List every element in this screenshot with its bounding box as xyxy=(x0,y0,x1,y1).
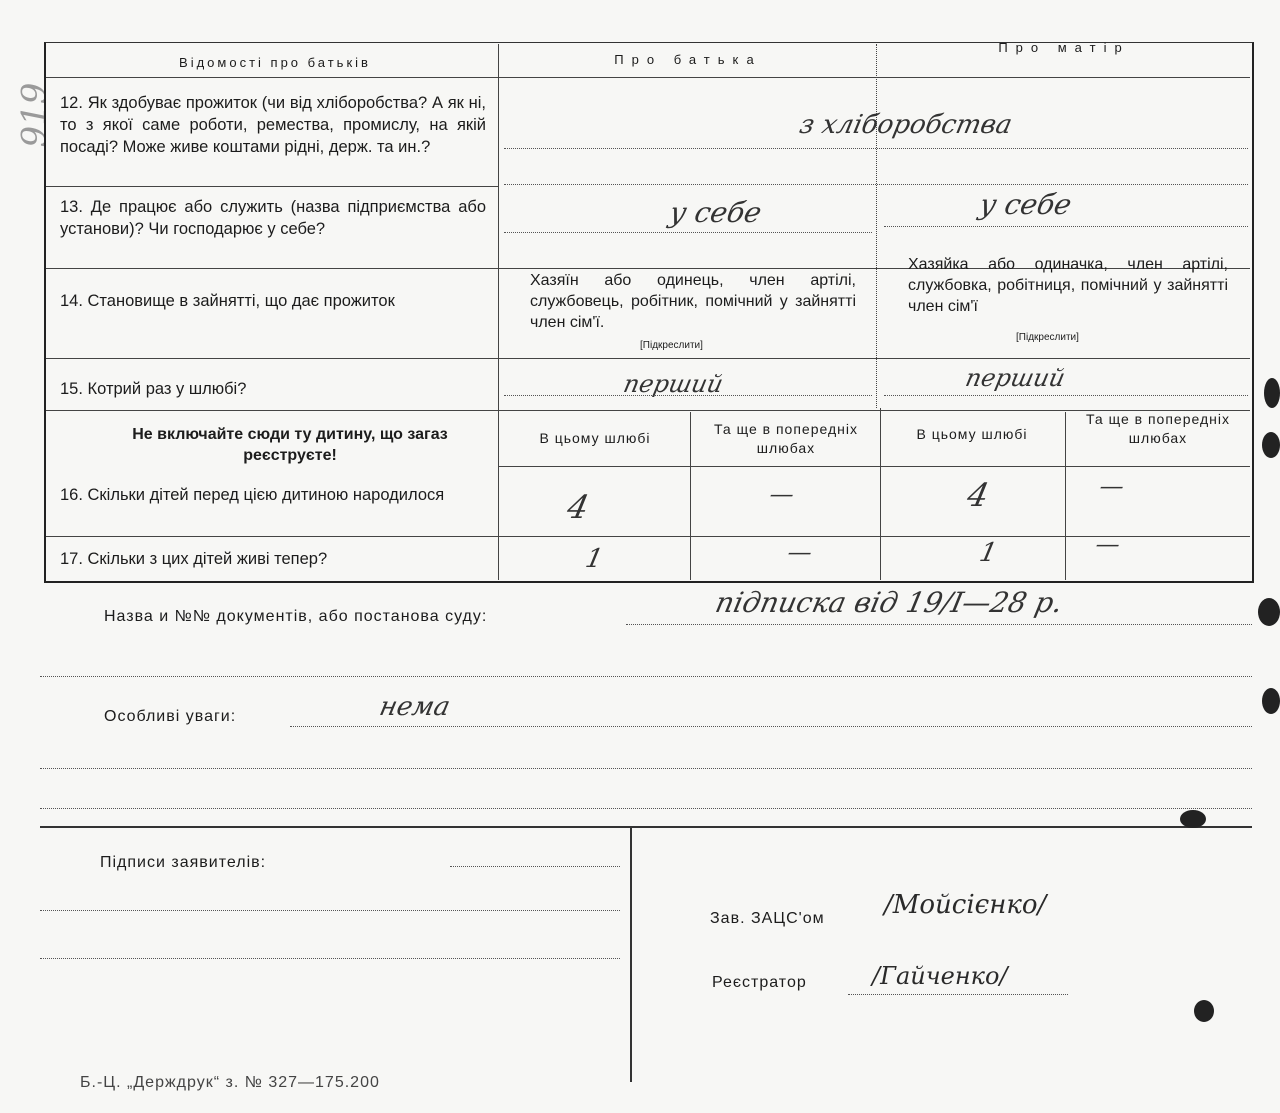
signature-divider xyxy=(40,826,1252,828)
children-note: Не включайте сюди ту дитину, що загаз реєструєте! xyxy=(132,426,448,464)
header-info: Відомості про батьків xyxy=(179,55,371,70)
binding-hole xyxy=(1264,378,1280,408)
answer-16-father-prev: — xyxy=(767,480,797,508)
binding-hole xyxy=(1262,432,1280,458)
question-17: 17. Скільки з цих дітей живі тепер? xyxy=(60,550,328,568)
question-14: 14. Становище в зайнятті, що дає прожиток xyxy=(60,292,395,310)
answer-17-mother-prev: — xyxy=(1093,530,1123,558)
options-14-mother: Хазяйка або одиначка, член артілі, службовка, робітниця, помічний у зайнятті член сім'ї xyxy=(908,256,1228,315)
question-15: 15. Котрий раз у шлюбі? xyxy=(60,380,247,398)
margin-note: 919 xyxy=(14,82,55,148)
subheader-mother-prev: Та ще в попередніх шлюбах xyxy=(1086,411,1230,446)
head-signature: /Мойсієнко/ xyxy=(884,890,1047,920)
answer-17-father-this: 1 xyxy=(582,544,606,574)
documents-label: Назва и №№ документів, або постанова суду: xyxy=(104,608,488,625)
remarks-value: нема xyxy=(376,692,453,722)
answer-16-mother-prev: — xyxy=(1097,472,1127,500)
answer-17-father-prev: — xyxy=(785,538,815,566)
question-12: 12. Як здобуває прожиток (чи від хліборобства? А як ні, то з якої саме роботи, ремества, промислу, на якій посаді? Може живе коштами рідні, держ. та ин.? xyxy=(60,94,486,156)
answer-15-father: перший xyxy=(621,370,726,398)
underline-note-father: [Підкреслити] xyxy=(640,340,703,351)
remarks-label: Особливі уваги: xyxy=(104,708,237,725)
header-mother: Про матір xyxy=(998,40,1130,55)
subheader-father-prev: Та ще в попередніх шлюбах xyxy=(714,421,858,456)
underline-note-mother: [Підкреслити] xyxy=(1016,332,1079,343)
binding-hole xyxy=(1194,1000,1214,1022)
answer-12: з хліборобства xyxy=(796,110,1015,140)
binding-hole xyxy=(1262,688,1280,714)
options-14-father: Хазяїн або одинець, член артілі, службовець, робітник, помічний у зайнятті член сім'ї. xyxy=(530,272,856,331)
answer-13-mother: у себе xyxy=(976,188,1075,221)
question-16: 16. Скільки дітей перед цією дитиною народилося xyxy=(60,486,445,504)
registrar-signature: /Гайченко/ xyxy=(872,962,1008,990)
answer-16-mother-this: 4 xyxy=(963,476,993,514)
head-label: Зав. ЗАЦС'ом xyxy=(710,910,825,927)
subheader-father-this: В цьому шлюбі xyxy=(539,430,651,446)
answer-17-mother-this: 1 xyxy=(976,538,1000,568)
answer-13-father: у себе xyxy=(666,196,765,229)
binding-hole xyxy=(1258,598,1280,626)
question-13: 13. Де працює або служить (назва підприємства або установи)? Чи господарює у себе? xyxy=(60,198,486,238)
answer-16-father-this: 4 xyxy=(563,488,593,526)
subheader-mother-this: В цьому шлюбі xyxy=(916,426,1028,442)
registrar-label: Реєстратор xyxy=(712,974,807,991)
applicants-label: Підписи заявителів: xyxy=(100,854,267,871)
header-father: Про батька xyxy=(614,52,762,67)
documents-value: підписка від 19/I—28 р. xyxy=(712,586,1066,619)
binding-hole xyxy=(1180,810,1206,828)
print-footer: Б.-Ц. „Держдрук“ з. № 327—175.200 xyxy=(80,1074,380,1091)
answer-15-mother: перший xyxy=(963,364,1068,392)
